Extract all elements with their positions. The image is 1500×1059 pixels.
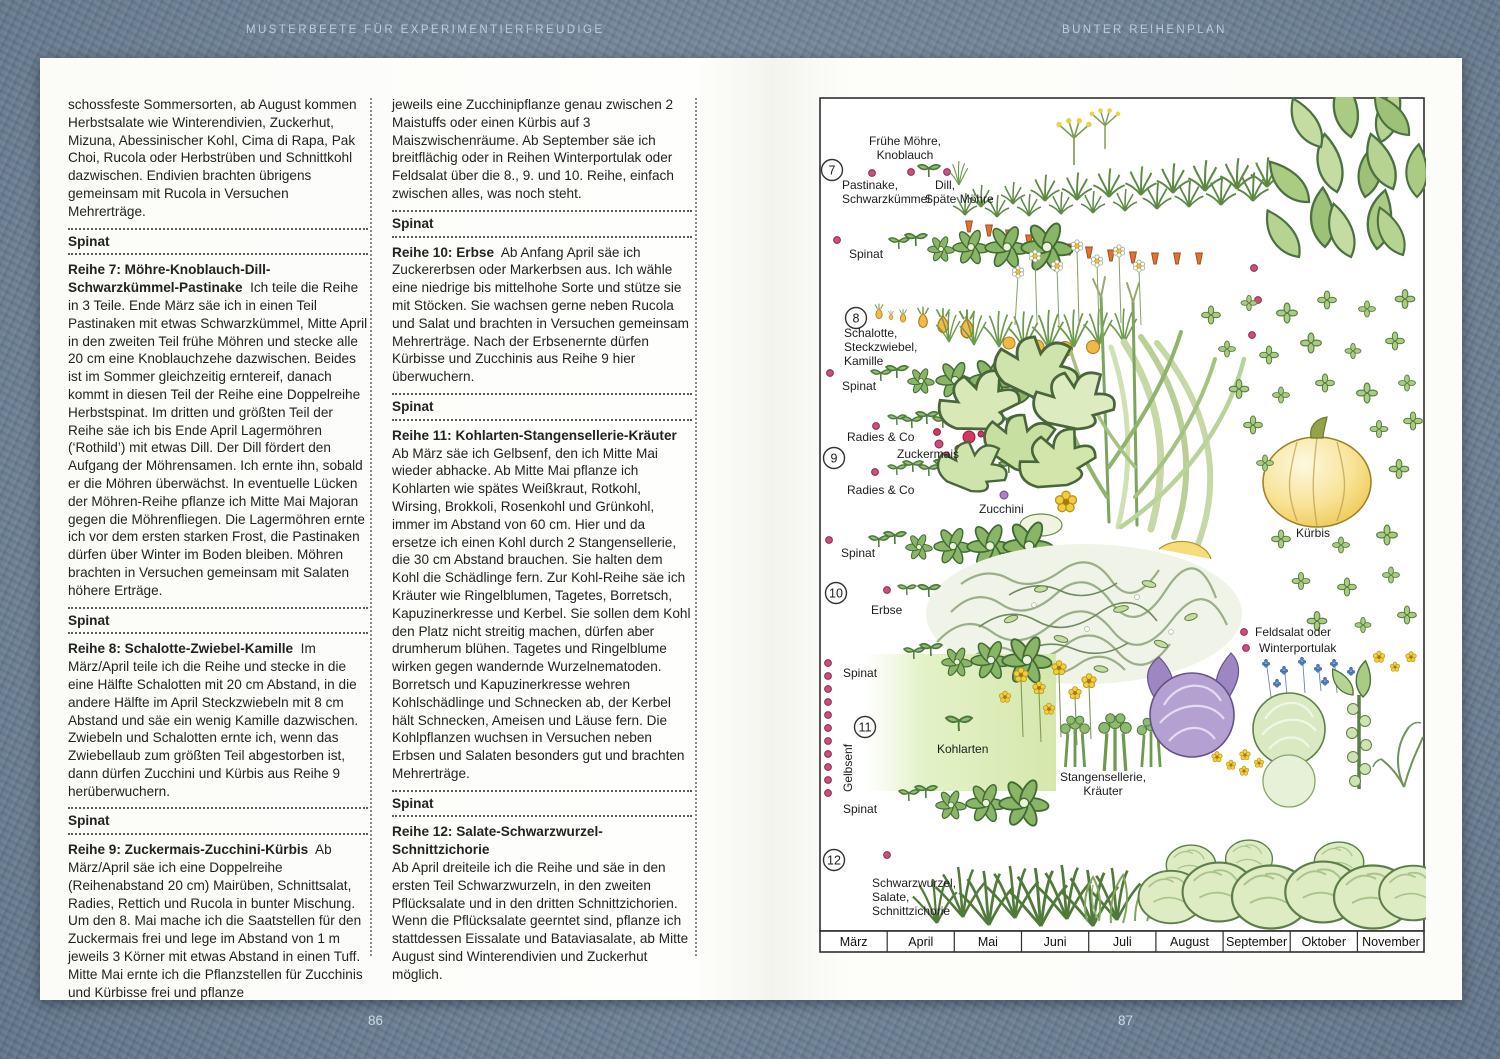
label-kohlarten: Kohlarten: [937, 742, 989, 756]
label-erbse: Erbse: [871, 603, 903, 617]
reihe-10-title: Reihe 10: Erbse: [392, 244, 494, 260]
spinat-heading: Spinat: [392, 795, 434, 811]
label-gelbsenf: Gelbsenf: [841, 743, 855, 792]
label-knoblauch: Knoblauch: [876, 148, 934, 162]
spinat-heading: Spinat: [68, 813, 110, 829]
reihe-9-title: Reihe 9: Zuckermais-Zucchini-Kürbis: [68, 842, 309, 858]
label-pastinake: Pastinake,: [842, 178, 899, 192]
reihe-7-title: Reihe 7: Möhre-Knoblauch-Dill-Schwarzkümmel-Pastinake: [68, 262, 271, 296]
paragraph-intro: [392, 96, 692, 203]
row-7-marker: [822, 160, 843, 181]
label-radies-1: Radies & Co: [847, 430, 915, 444]
paragraph-reihe-12: [392, 823, 692, 983]
text-column-1: [68, 96, 368, 1001]
row-number: 12: [827, 853, 841, 868]
spinat-heading-block: [68, 228, 368, 256]
month-cell: September: [1226, 935, 1288, 949]
spinat-heading-block: [392, 210, 692, 238]
dotted-rule: [68, 632, 368, 634]
row-12-marker: [824, 850, 845, 871]
column-divider: [695, 98, 697, 956]
label-spinat: Spinat: [841, 546, 876, 560]
garden-rows-illustration: [819, 97, 1426, 954]
label-radies-2: Radies & Co: [847, 483, 915, 497]
spinat-heading-block: [68, 807, 368, 835]
month-cell: Oktober: [1301, 935, 1347, 949]
intro-text: schossfeste Sommersorten, ab August kommen Herbstsalate wie Winterendivien, Zuckerhut, Mizuna, Abessinischer Kohl, Cima di Rapa, Pak Choi, Rucola oder Herbstrüben und Schnittkohl dazwischen. Endivien brachten übrigens gemeinsam mit Rucola in Versuchen Mehrerträge.: [68, 97, 357, 219]
label-kraeuter: Kräuter: [1083, 784, 1123, 798]
label-kuerbis: Kürbis: [1295, 526, 1331, 540]
month-cell: Juli: [1112, 935, 1132, 949]
row-number: 8: [852, 311, 860, 326]
spinat-heading-block: [392, 790, 692, 818]
intro-text: jeweils eine Zucchinipflanze genau zwischen 2 Maistuffs oder einen Kürbis auf 3 Maiszwischenräume. Ab September säe ich breitflächig oder in Reihen Winterportulak oder Feldsalat über die 8., 9. und 10. Reihe, einfach zwischen alles, was noch steht.: [392, 97, 674, 201]
spinat-heading: Spinat: [392, 398, 434, 414]
row-number: 7: [828, 163, 836, 178]
running-head-right: BUNTER REIHENPLAN: [1062, 24, 1227, 36]
label-dill: Dill,: [935, 178, 955, 192]
label-feldsalat: Feldsalat oder: [1255, 625, 1332, 639]
label-schalotte: Schalotte,: [844, 326, 898, 340]
label-winterportulak: Winterportulak: [1259, 641, 1337, 655]
paragraph-reihe-11: [392, 427, 692, 783]
spinat-heading: Spinat: [68, 233, 110, 249]
reihe-8-title: Reihe 8: Schalotte-Zwiebel-Kamille: [68, 641, 294, 657]
label-fruehe-moehre: Frühe Möhre,: [868, 134, 942, 148]
row-11-marker: [855, 717, 876, 738]
paragraph-reihe-7: [68, 261, 368, 599]
label-schnittzichorie: Schnittzichorie: [872, 904, 951, 918]
reihe-8-text: Im März/April teile ich die Reihe und stecke in die eine Hälfte Schalotten mit 20 cm Abstand, in die andere Hälfte im April Steckzwiebeln mit 8 cm Abstand und säe ein wenig Kamille dazwischen. Zwiebeln und Schalotten ernte ich, wenn das Zwiebellaub zum größten Teil abgestorben ist, dann dürfen Zucchini und Kürbis aus Reihe 9 herüberwuchern.: [68, 641, 359, 799]
paragraph-reihe-9: [68, 841, 368, 1001]
paragraph-reihe-10: [392, 244, 692, 386]
column-divider: [370, 98, 372, 956]
month-cell: November: [1362, 935, 1420, 949]
label-spaete-moehre: Späte Möhre: [925, 192, 994, 206]
dotted-rule: [392, 419, 692, 421]
reihe-10-text: Ab Anfang April säe ich Zuckererbsen oder Markerbsen aus. Ich wähle eine niedrige bis mittelhohe Sorte und stütze sie mit Stöcken. Sie wachsen gerne neben Rucola und Salat und brachten in Versuchen gemeinsam Mehrerträge. Nach der Erbsenernte dürfen Kürbisse und Zucchinis aus Reihe 9 hier überwuchern.: [392, 244, 689, 385]
reihe-11-title: Reihe 11: Kohlarten-Stangensellerie-Kräuter: [392, 427, 677, 443]
label-spinat: Spinat: [843, 666, 878, 680]
row-10-marker: [826, 583, 847, 604]
spinat-heading-block: [68, 607, 368, 635]
month-cell: Mai: [977, 935, 998, 949]
dotted-rule: [68, 833, 368, 835]
label-schwarzkuemmel: Schwarzkümmel: [842, 192, 931, 206]
row-number: 10: [829, 586, 843, 601]
spinat-heading-block: [392, 393, 692, 421]
page-number-right: 87: [1118, 1013, 1134, 1028]
reihe-9-text: Ab März/April säe ich eine Doppelreihe (Reihenabstand 20 cm) Mairüben, Schnittsalat, Radies, Rettich und Rucola in bunter Mischung. Um den 8. Mai mache ich die Saatstellen für den Zuckermais frei und lege im Abstand von 1 m jeweils 3 Körner mit etwas Abstand in einen Tuff. Mitte Mai ernte ich die Pflanzstellen für Zucchinis und Kürbisse frei und pflanze: [68, 842, 363, 1000]
month-axis: [820, 931, 1424, 952]
row-9-marker: [824, 448, 845, 469]
dotted-rule: [392, 815, 692, 817]
dotted-rule: [68, 253, 368, 255]
month-cell: März: [839, 935, 868, 949]
label-schwarzwurzel: Schwarzwurzel,: [872, 876, 957, 890]
dotted-rule: [392, 236, 692, 238]
month-cell: Juni: [1043, 935, 1067, 949]
label-zuckermais: Zuckermais: [897, 447, 960, 461]
month-cell: April: [908, 935, 934, 949]
spinat-heading: Spinat: [392, 215, 434, 231]
paragraph-reihe-8: [68, 640, 368, 800]
reihe-7-text: Ich teile die Reihe in 3 Teile. Ende März säe ich in einen Teil Pastinaken mit etwas Schwarzkümmel, Mitte April in den zweiten Teil frühe Möhren und stecke alle 20 cm eine Knoblauchzehe dazwischen. Beides ist im Sommer gleichzeitig erntereif, danach kommt in diesen Teil der Reihe eine Doppelreihe Herbstspinat. Im dritten und größten Teil der Reihe säe ich bis Ende April Lagermöhren (‘Rothild’) mit etwas Dill. Der Dill fördert den Aufgang der Möhrensamen. Ich ernte ihn, sobald er die Möhren überwächst. In eventuelle Lücken der Möhren-Reihe pflanze ich Mitte Mai Majoran gegen die Möhrenfliegen. Die Lagermöhren ernte ich vor dem ersten starken Frost, die Pastinaken dürfen über Winter im Boden bleiben. Möhren brachten in Versuchen gemeinsam mit Salaten höhere Erträge.: [68, 280, 368, 598]
label-zucchini: Zucchini: [979, 502, 1024, 516]
label-spinat: Spinat: [849, 247, 884, 261]
reihe-11-text: Ab März säe ich Gelbsenf, den ich Mitte Mai wieder abhacke. Ab Mitte Mai pflanze ich Kohlarten wie spätes Weißkraut, Rotkohl, Wirsing, Brokkoli, Rosenkohl und Grünkohl, immer im Abstand von 60 cm. Hier und da ersetze ich einen Kohl durch 2 Stangensellerie, die 30 cm Abstand brauchen. Sie halten dem Kohl die Schädlinge fern. Zur Kohl-Reihe säe ich Kräuter wie Ringelblumen, Tagetes, Borretsch, Kapuzinerkresse und Kerbel. Sie sollen dem Kohl den Platz nicht streitig machen, dürfen aber drumherum blühen. Tagetes und Ringelblume wirken gegen wandernde Wurzelnematoden. Borretsch und Kapuzinerkresse wehren Kohlschädlinge und Schnecken ab, der Kerbel hält Schnecken, Ameisen und Läuse fern. Die Kohlpflanzen wuchsen in Versuchen neben Erbsen und Salaten besonders gut und brachten Mehrerträge.: [392, 445, 691, 781]
label-steckzwiebel: Steckzwiebel,: [844, 340, 918, 354]
label-spinat: Spinat: [843, 802, 878, 816]
row-number: 9: [830, 451, 838, 466]
reihe-12-title: Reihe 12: Salate-Schwarzwurzel-Schnittzichorie: [392, 824, 603, 858]
text-column-2: [392, 96, 692, 984]
page-spread: [40, 58, 1462, 1000]
paragraph-intro: [68, 96, 368, 221]
label-salate: Salate,: [872, 890, 910, 904]
running-head-left: MUSTERBEETE FÜR EXPERIMENTIERFREUDIGE: [246, 24, 605, 36]
label-stangensellerie: Stangensellerie,: [1059, 770, 1147, 784]
reihe-12-text: Ab April dreiteile ich die Reihe und säe in den ersten Teil Schwarzwurzeln, in den zweiten Pflücksalate und in den dritten Schnittzichorien. Wenn die Pflücksalate geerntet sind, pflanze ich stattdessen Eissalate und Bataviasalate, ab Mitte August sind Winterendivien und Zuckerhut möglich.: [392, 860, 689, 982]
spinat-heading: Spinat: [68, 612, 110, 628]
row-number: 11: [858, 720, 872, 735]
label-kamille: Kamille: [844, 354, 884, 368]
label-spinat: Spinat: [842, 379, 877, 393]
month-cell: August: [1170, 935, 1209, 949]
page-number-left: 86: [368, 1013, 384, 1028]
